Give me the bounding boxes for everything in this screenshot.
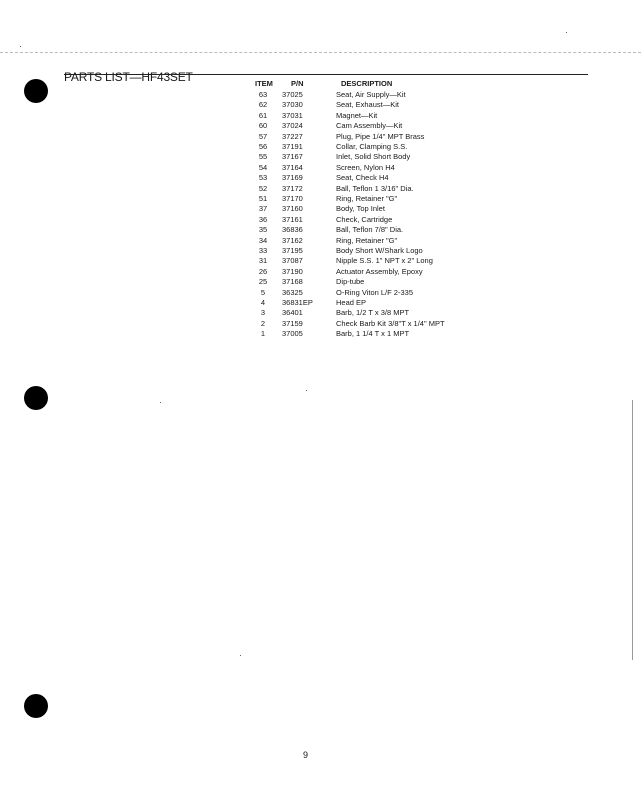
row-description: Dip-tube [336,277,365,287]
row-part-number: 36836 [282,225,303,235]
row-description: Barb, 1 1/4 T x 1 MPT [336,329,410,339]
row-item: 3 [260,308,266,318]
row-item: 56 [258,142,268,151]
row-description: Check Barb Kit 3/8"T x 1/4" MPT [336,318,445,328]
row-part-number: 37164 [282,162,303,172]
row-description: Body, Top Inlet [336,204,385,214]
title-rule [64,74,588,75]
row-item: 61 [258,110,268,120]
row-part-number: 37025 [282,90,303,99]
row-item: 4 [260,298,266,307]
row-part-number: 37190 [282,266,303,276]
scan-speck [160,402,161,403]
row-part-number: 37172 [282,183,303,193]
row-part-number: 37030 [282,100,303,110]
row-part-number: 37005 [282,329,303,339]
row-item: 31 [258,256,268,266]
row-description: Screen, Nylon H4 [336,162,395,172]
binder-hole-top [24,79,48,103]
row-description: Head EP [336,298,367,307]
row-item: 26 [258,266,268,276]
row-part-number: 37168 [282,277,303,287]
row-item: 1 [260,329,266,339]
row-description: Ring, Retainer "G" [336,194,398,203]
row-item: 36 [258,214,268,224]
row-part-number: 37195 [282,246,303,255]
row-part-number: 36325 [282,287,303,297]
row-item: 62 [258,100,268,110]
row-description: Ball, Teflon 7/8" Dia. [336,225,404,235]
row-part-number: 37162 [282,235,303,245]
row-part-number: 37170 [282,194,303,203]
row-description: Seat, Check H4 [336,173,389,183]
row-description: Check, Cartridge [336,214,393,224]
row-item: 53 [258,173,268,183]
row-description: O-Ring Viton L/F 2-335 [336,287,413,297]
row-description: Seat, Exhaust—Kit [336,100,399,110]
row-description: Cam Assembly—Kit [336,121,403,131]
row-item: 33 [258,246,268,255]
row-item: 54 [258,162,268,172]
scan-right-edge [632,400,633,660]
row-item: 35 [258,225,268,235]
scan-speck [566,32,567,33]
row-part-number: 37191 [282,142,303,151]
scan-top-line [0,52,641,53]
row-part-number: 37087 [282,256,303,266]
scan-speck [306,390,307,391]
page-title: PARTS LIST—HF43SET [64,70,193,84]
row-description: Collar, Clamping S.S. [336,142,408,151]
row-part-number: 37024 [282,121,303,131]
row-description: Actuator Assembly, Epoxy [336,266,423,276]
page-number: 9 [303,750,309,760]
row-description: Barb, 1/2 T x 3/8 MPT [336,308,410,318]
column-header-item: ITEM [255,79,273,88]
row-part-number: 36831EP [282,298,313,307]
row-item: 51 [258,194,268,203]
row-description: Body Short W/Shark Logo [336,246,423,255]
column-header-description: DESCRIPTION [341,79,393,88]
row-part-number: 37167 [282,152,303,162]
row-description: Nipple S.S. 1" NPT x 2" Long [336,256,433,266]
row-part-number: 37159 [282,318,303,328]
row-part-number: 37227 [282,131,303,141]
row-item: 37 [258,204,268,214]
row-description: Magnet—Kit [336,110,378,120]
column-header-pn: P/N [291,79,304,88]
row-item: 5 [260,287,266,297]
row-part-number: 37161 [282,214,303,224]
scan-speck [20,46,21,47]
row-item: 52 [258,183,268,193]
row-item: 2 [260,318,266,328]
row-part-number: 36401 [282,308,303,318]
row-description: Inlet, Solid Short Body [336,152,411,162]
binder-hole-bottom [24,694,48,718]
row-description: Ball, Teflon 1 3/16" Dia. [336,183,414,193]
row-item: 34 [258,235,268,245]
row-item: 63 [258,90,268,99]
row-part-number: 37160 [282,204,303,214]
scan-speck [240,655,241,656]
row-item: 55 [258,152,268,162]
row-item: 60 [258,121,268,131]
row-item: 25 [258,277,268,287]
row-part-number: 37031 [282,110,303,120]
row-description: Seat, Air Supply—Kit [336,90,406,99]
row-description: Plug, Pipe 1/4" MPT Brass [336,131,425,141]
row-part-number: 37169 [282,173,303,183]
row-item: 57 [258,131,268,141]
row-description: Ring, Retainer "G" [336,235,398,245]
binder-hole-middle [24,386,48,410]
